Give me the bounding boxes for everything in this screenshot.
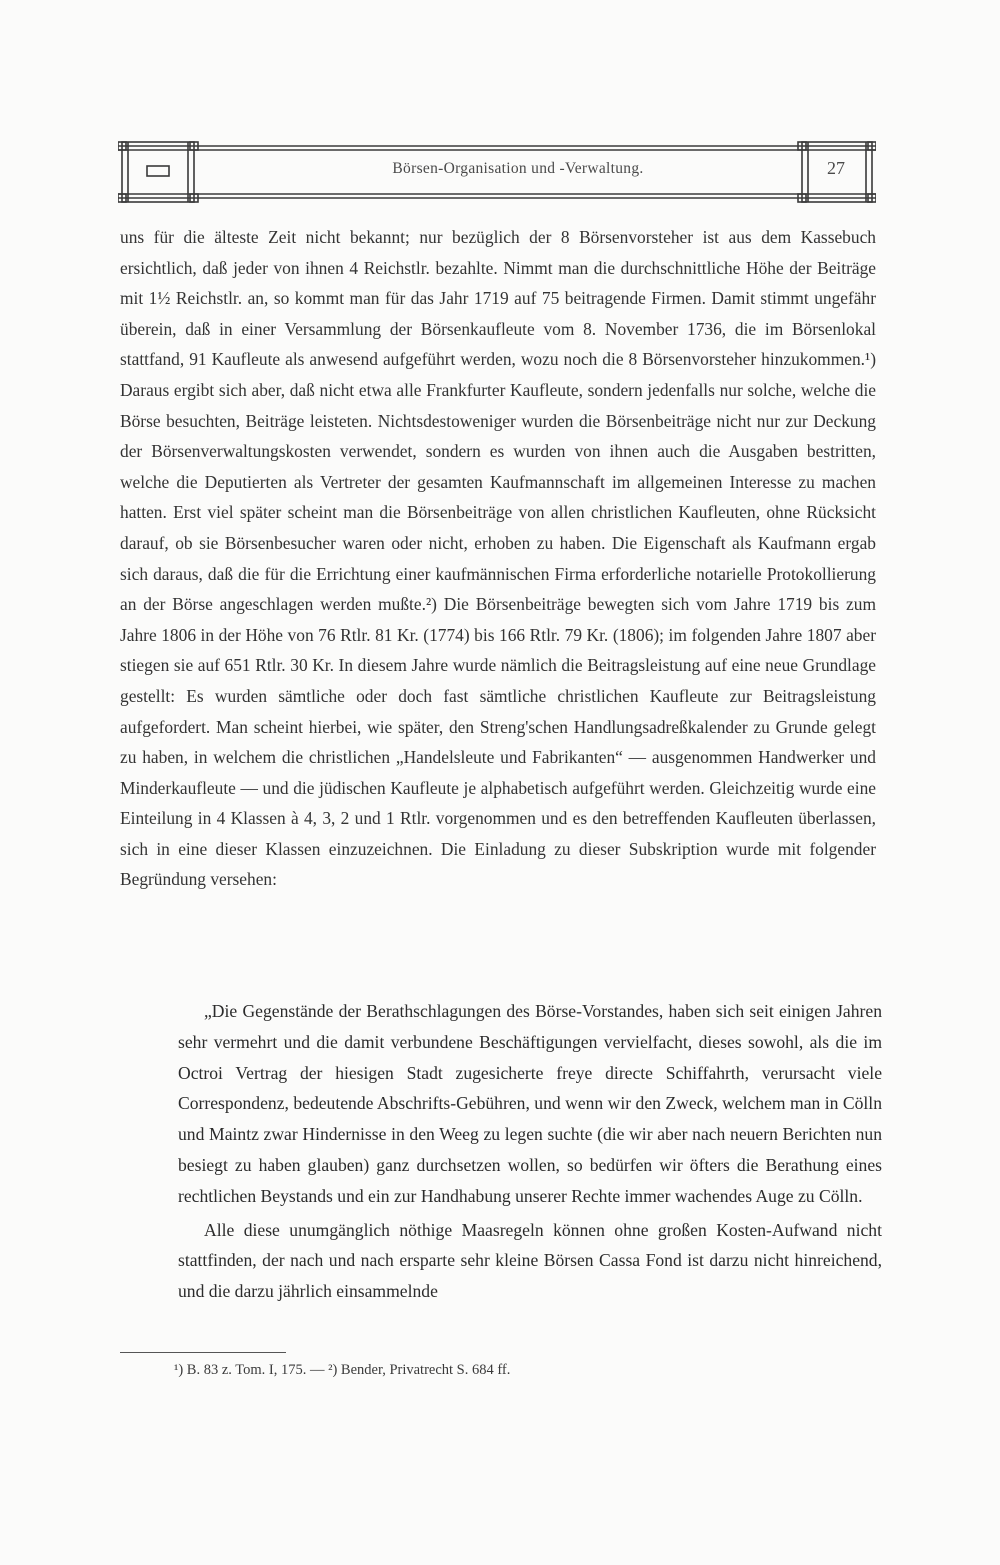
page-header xyxy=(118,140,876,200)
quote-paragraph-1: „Die Gegenstände der Berathschlagungen des Börse-Vorstandes, haben sich seit einigen Jahren sehr vermehrt und die damit verbundene Beschäftigungen vervielfacht, dieses sowohl, als die im Octroi Vertrag der hiesigen Stadt zugesicherte freye directe Schiffahrth, verursacht viele Correspondenz, bedeutende Abschrifts-Gebühren, und wenn wir den Zweck, welchem man in Cölln und Maintz zwar Hindernisse in den Weeg zu legen suchte (die wir aber nach neuern Berichten nun besiegt zu haben glauben) ganz durchsetzen wollen, so bedürfen wir öfters die Berathung eines rechtlichen Beystands und ein zur Handhabung unserer Rechte immer wachendes Auge zu Cölln. xyxy=(178,1001,882,1206)
footnotes: ¹) B. 83 z. Tom. I, 175. — ²) Bender, Privatrecht S. 684 ff. xyxy=(174,1362,511,1378)
page-number: 27 xyxy=(827,158,845,178)
body-paragraph: uns für die älteste Zeit nicht bekannt; nur bezüglich der 8 Börsenvorsteher ist aus dem Kassebuch ersichtlich, daß jeder von ihnen 4 Reichstlr. bezahlte. Nimmt man die durchschnittliche Höhe der Beiträge mit 1½ Reichstlr. an, so kommt man für das Jahr 1719 auf 75 beitragende Firmen. Damit stimmt ungefähr überein, daß in einer Versammlung der Börsenkaufleute vom 8. November 1736, die im Börsenlokal stattfand, 91 Kaufleute als anwesend aufgeführt werden, wozu noch die 8 Börsenvorsteher hinzukommen.¹) Daraus ergibt sich aber, daß nicht etwa alle Frankfurter Kaufleute, sondern jedenfalls nur solche, welche die Börse besuchten, Beiträge leisteten. Nichtsdestoweniger wurden die Börsenbeiträge nicht nur zur Deckung der Börsenverwaltungskosten verwendet, sondern es wurden von ihnen auch die Ausgaben bestritten, welche die Deputierten als Vertreter der gesamten Kaufmannschaft im allgemeinen Interesse zu machen hatten. Erst viel später scheint man die Börsenbeiträge von allen christlichen Kaufleuten, ohne Rücksicht darauf, ob sie Börsenbesucher waren oder nicht, erhoben zu haben. Die Eigenschaft als Kaufmann ergab sich daraus, daß die für die Errichtung einer kaufmännischen Firma erforderliche notarielle Protokollierung an der Börse angeschlagen werden mußte.²) Die Börsenbeiträge bewegten sich vom Jahre 1719 bis zum Jahre 1806 in der Höhe von 76 Rtlr. 81 Kr. (1774) bis 166 Rtlr. 79 Kr. (1806); im folgenden Jahre 1807 aber stiegen sie auf 651 Rtlr. 30 Kr. In diesem Jahre wurde nämlich die Beitragsleistung auf eine neue Grundlage gestellt: Es wurden sämtliche oder doch fast sämtliche christlichen Kaufleute zur Beitragsleistung aufgefordert. Man scheint hierbei, wie später, den Streng'schen Handlungsadreßkalender zu Grunde gelegt zu haben, in welchem die christlichen „Handelsleute und Fabrikanten“ — ausgenommen Handwerker und Minderkaufleute — und die jüdischen Kaufleute je alphabetisch aufgeführt werden. Gleichzeitig wurde eine Einteilung in 4 Klassen à 4, 3, 2 und 1 Rtlr. vorgenommen und es den betreffenden Kaufleuten überlassen, sich in eine dieser Klassen einzuzeichnen. Die Einladung zu dieser Subskription wurde mit folgender Begründung versehen: xyxy=(120,227,876,890)
footnote-separator xyxy=(120,1352,286,1353)
running-head-title: Börsen-Organisation und -Verwaltung. xyxy=(392,160,644,177)
block-quotation xyxy=(178,996,882,1307)
main-body-text xyxy=(120,222,876,895)
quote-paragraph-2: Alle diese unumgänglich nöthige Maasregeln können ohne großen Kosten-Aufwand nicht stattfinden, der nach und nach ersparte sehr kleine Börsen Cassa Fond ist darzu nicht hinreichend, und die darzu jährlich einsammelnde xyxy=(178,1219,882,1302)
